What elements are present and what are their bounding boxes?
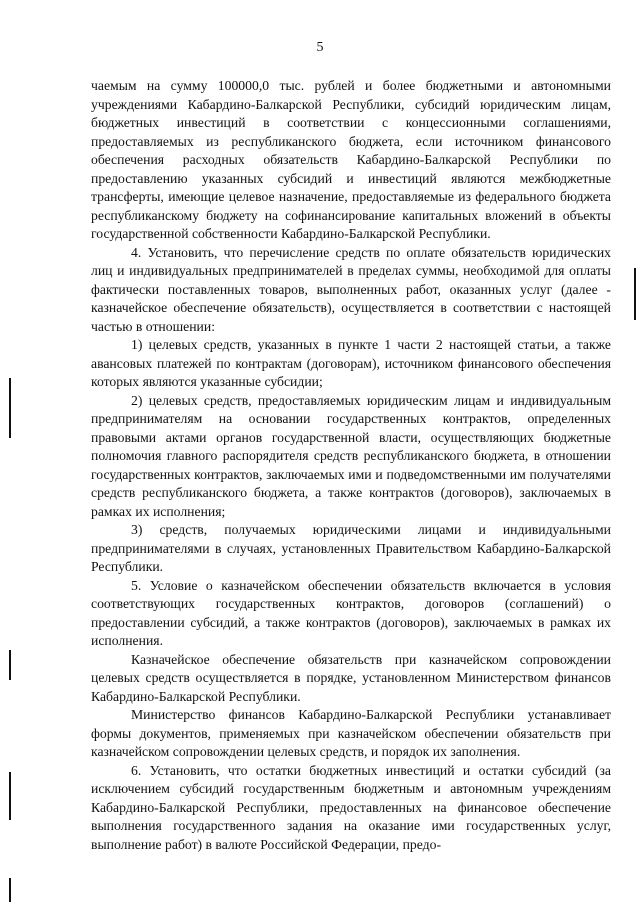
paragraph-subitem-1: 1) целевых средств, указанных в пункте 1 части 2 настоящей статьи, а также авансовых платежей по контрактам (договорам), источником финансового обеспечения которых являются указанные субсидии; — [91, 337, 611, 389]
paragraph-subitem-2: 2) целевых средств, предоставляемых юридическим лицам и индивидуальным предпринимателям на основании государственных контрактов, определенных правовыми актами органов государственной власти, осуществляющих бюджетные полномочия главного распорядителя средств республиканского бюджета, в отношении государственных контрактов, заключаемых ими и подведомственными им получателями средств республиканского бюджета, а также контрактов (договоров), заключаемых в рамках их исполнения; — [91, 392, 611, 519]
paragraph-item-6: 6. Установить, что остатки бюджетных инвестиций и остатки субсидий (за исключением субсидий государственным бюджетным и автономным учреждениям Кабардино-Балкарской Республики, предоставленных на финансовое обеспечение выполнения государственного задания на оказание ими государственных услуг, выполнение работ) в валюте Российской Федерации, предо- — [91, 762, 611, 852]
paragraph-continuation: чаемым на сумму 100000,0 тыс. рублей и более бюджетными и автономными учреждениями Кабардино-Балкарской Республики, субсидий юридическим лицам, бюджетных инвестиций в соответствии с концессионными соглашениями, предоставляемых из республиканского бюджета, если источником финансового обеспечения расходных обязательств Кабардино-Балкарской Республики по предоставлению указанных субсидий и инвестиций являются межбюджетные трансферты, имеющие целевое назначение, предоставляемые из федерального бюджета республиканскому бюджету на софинансирование капитальных вложений в объекты государственной собственности Кабардино-Балкарской Республики. — [91, 78, 611, 241]
document-body — [91, 77, 611, 854]
scan-margin-mark-left-middle — [9, 650, 11, 680]
paragraph-treasury-procedure: Казначейское обеспечение обязательств при казначейском сопровождении целевых средств осуществляется в порядке, установленном Министерством финансов Кабардино-Балкарской Республики. — [91, 651, 611, 704]
scan-margin-mark-right — [634, 268, 636, 320]
paragraph-item-4: 4. Установить, что перечисление средств по оплате обязательств юридических лиц и индивидуальных предпринимателей в пределах суммы, необходимой для оплаты фактически поставленных товаров, выполненных работ, оказанных услуг (далее - казначейское обеспечение обязательств), осуществляется в соответствии с настоящей частью в отношении: — [91, 244, 611, 334]
paragraph-ministry-forms: Министерство финансов Кабардино-Балкарской Республики устанавливает формы документов, применяемых при казначейском обеспечении обязательств при казначейском сопровождении целевых средств, и порядок их заполнения. — [91, 707, 611, 759]
paragraph-subitem-3: 3) средств, получаемых юридическими лицами и индивидуальными предпринимателями в случаях, установленных Правительством Кабардино-Балкарской Республики. — [91, 522, 611, 574]
paragraph-item-5: 5. Условие о казначейском обеспечении обязательств включается в условия соответствующих государственных контрактов, договоров (соглашений) о предоставлении субсидий, а также контрактов (договоров), заключаемых в рамках их исполнения. — [91, 577, 611, 648]
page-number: 5 — [316, 40, 324, 55]
scan-margin-mark-left-lower — [9, 772, 11, 820]
scan-margin-mark-left-upper — [9, 378, 11, 438]
scan-margin-mark-left-bottom — [9, 878, 11, 902]
